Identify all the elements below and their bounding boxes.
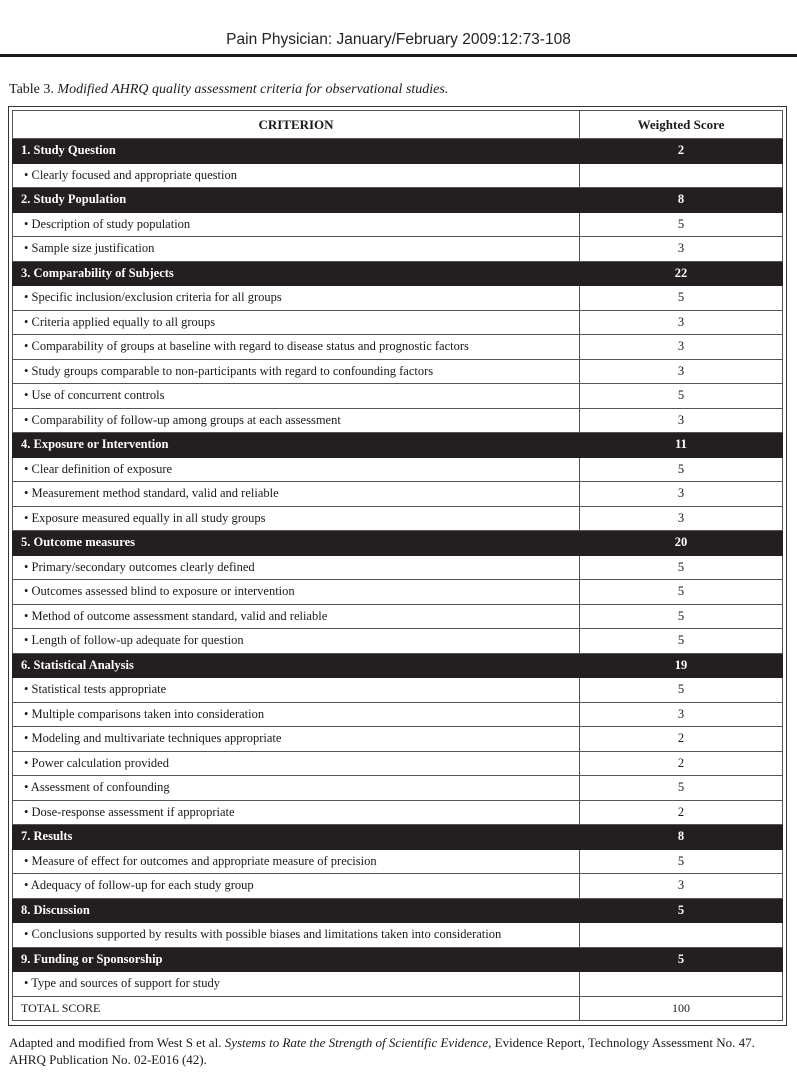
- criterion-score: 3: [580, 506, 783, 531]
- section-score: 20: [580, 531, 783, 556]
- criterion-label: • Multiple comparisons taken into consideration: [13, 702, 580, 727]
- footnote-prefix: Adapted and modified from West S et al.: [9, 1035, 225, 1050]
- section-row: [13, 139, 783, 164]
- caption-title: Modified AHRQ quality assessment criteria for observational studies.: [57, 82, 449, 97]
- section-label: 9. Funding or Sponsorship: [13, 947, 580, 972]
- criterion-label: • Type and sources of support for study: [13, 972, 580, 997]
- criterion-row: [13, 163, 783, 188]
- criterion-row: [13, 580, 783, 605]
- section-label: 3. Comparability of Subjects: [13, 261, 580, 286]
- section-row: [13, 898, 783, 923]
- criterion-score: [580, 972, 783, 997]
- criterion-label: • Specific inclusion/exclusion criteria for all groups: [13, 286, 580, 311]
- criterion-score: 5: [580, 555, 783, 580]
- criterion-score: 5: [580, 286, 783, 311]
- section-row: [13, 825, 783, 850]
- criteria-table: [12, 110, 783, 1021]
- criterion-label: • Comparability of groups at baseline with regard to disease status and prognostic factors: [13, 335, 580, 360]
- section-score: 5: [580, 947, 783, 972]
- criterion-score: 2: [580, 800, 783, 825]
- criterion-label: • Statistical tests appropriate: [13, 678, 580, 703]
- criterion-row: [13, 751, 783, 776]
- criterion-label: • Study groups comparable to non-participants with regard to confounding factors: [13, 359, 580, 384]
- section-label: 2. Study Population: [13, 188, 580, 213]
- criterion-label: • Modeling and multivariate techniques appropriate: [13, 727, 580, 752]
- criterion-row: [13, 629, 783, 654]
- criterion-score: 5: [580, 384, 783, 409]
- criterion-score: 3: [580, 874, 783, 899]
- section-row: [13, 947, 783, 972]
- total-row: [13, 996, 783, 1021]
- criterion-row: [13, 849, 783, 874]
- criterion-label: • Conclusions supported by results with possible biases and limitations taken into consideration: [13, 923, 580, 948]
- table-footnote: [9, 1034, 789, 1068]
- criterion-label: • Primary/secondary outcomes clearly defined: [13, 555, 580, 580]
- criterion-score: 3: [580, 408, 783, 433]
- section-score: 8: [580, 825, 783, 850]
- section-row: [13, 261, 783, 286]
- criterion-score: [580, 923, 783, 948]
- criterion-label: • Clear definition of exposure: [13, 457, 580, 482]
- criterion-score: 2: [580, 751, 783, 776]
- criterion-label: • Clearly focused and appropriate question: [13, 163, 580, 188]
- table-caption: [9, 82, 448, 98]
- criterion-row: [13, 702, 783, 727]
- criterion-score: 3: [580, 335, 783, 360]
- criterion-row: [13, 359, 783, 384]
- criterion-label: • Criteria applied equally to all groups: [13, 310, 580, 335]
- criterion-label: • Use of concurrent controls: [13, 384, 580, 409]
- footnote-line2: AHRQ Publication No. 02-E016 (42).: [9, 1052, 207, 1067]
- criterion-row: [13, 776, 783, 801]
- criterion-row: [13, 555, 783, 580]
- criterion-score: 5: [580, 776, 783, 801]
- criterion-score: [580, 163, 783, 188]
- criterion-row: [13, 506, 783, 531]
- criterion-score: 3: [580, 310, 783, 335]
- criterion-label: • Outcomes assessed blind to exposure or intervention: [13, 580, 580, 605]
- total-score: 100: [580, 996, 783, 1021]
- section-label: 7. Results: [13, 825, 580, 850]
- criterion-row: [13, 310, 783, 335]
- criterion-row: [13, 727, 783, 752]
- criterion-row: [13, 482, 783, 507]
- criterion-row: [13, 457, 783, 482]
- section-row: [13, 653, 783, 678]
- column-header-weighted-score: Weighted Score: [580, 111, 783, 139]
- section-label: 1. Study Question: [13, 139, 580, 164]
- section-label: 6. Statistical Analysis: [13, 653, 580, 678]
- criterion-label: • Description of study population: [13, 212, 580, 237]
- criterion-score: 3: [580, 237, 783, 262]
- criterion-score: 3: [580, 359, 783, 384]
- footnote-title: Systems to Rate the Strength of Scientific Evidence: [224, 1035, 489, 1050]
- criterion-label: • Measurement method standard, valid and reliable: [13, 482, 580, 507]
- criterion-score: 5: [580, 849, 783, 874]
- criterion-score: 3: [580, 482, 783, 507]
- total-label: TOTAL SCORE: [13, 996, 580, 1021]
- criterion-row: [13, 800, 783, 825]
- criterion-row: [13, 678, 783, 703]
- section-label: 5. Outcome measures: [13, 531, 580, 556]
- criterion-score: 2: [580, 727, 783, 752]
- section-score: 2: [580, 139, 783, 164]
- header-rule: [0, 54, 797, 57]
- criterion-label: • Measure of effect for outcomes and appropriate measure of precision: [13, 849, 580, 874]
- running-head: Pain Physician: January/February 2009:12:73-108: [226, 31, 571, 48]
- section-score: 22: [580, 261, 783, 286]
- table-header-row: [13, 111, 783, 139]
- section-score: 5: [580, 898, 783, 923]
- criterion-row: [13, 408, 783, 433]
- criterion-label: • Assessment of confounding: [13, 776, 580, 801]
- criterion-row: [13, 384, 783, 409]
- section-row: [13, 433, 783, 458]
- criterion-score: 5: [580, 212, 783, 237]
- column-header-criterion: CRITERION: [13, 111, 580, 139]
- criterion-score: 5: [580, 629, 783, 654]
- criterion-score: 5: [580, 604, 783, 629]
- criterion-label: • Power calculation provided: [13, 751, 580, 776]
- footnote-suffix: , Evidence Report, Technology Assessment No. 47.: [488, 1035, 755, 1050]
- criterion-row: [13, 335, 783, 360]
- section-row: [13, 188, 783, 213]
- criterion-label: • Method of outcome assessment standard, valid and reliable: [13, 604, 580, 629]
- criterion-row: [13, 212, 783, 237]
- section-score: 19: [580, 653, 783, 678]
- criterion-label: • Sample size justification: [13, 237, 580, 262]
- criterion-row: [13, 237, 783, 262]
- section-score: 11: [580, 433, 783, 458]
- criterion-row: [13, 604, 783, 629]
- section-score: 8: [580, 188, 783, 213]
- section-label: 4. Exposure or Intervention: [13, 433, 580, 458]
- criterion-row: [13, 923, 783, 948]
- criterion-score: 3: [580, 702, 783, 727]
- criterion-row: [13, 286, 783, 311]
- criteria-table-frame: [8, 106, 787, 1026]
- criterion-row: [13, 972, 783, 997]
- criterion-score: 5: [580, 457, 783, 482]
- criterion-row: [13, 874, 783, 899]
- criterion-label: • Length of follow-up adequate for question: [13, 629, 580, 654]
- criterion-label: • Adequacy of follow-up for each study group: [13, 874, 580, 899]
- section-label: 8. Discussion: [13, 898, 580, 923]
- criterion-score: 5: [580, 580, 783, 605]
- criterion-label: • Exposure measured equally in all study groups: [13, 506, 580, 531]
- section-row: [13, 531, 783, 556]
- criterion-label: • Comparability of follow-up among groups at each assessment: [13, 408, 580, 433]
- table-body: [13, 139, 783, 1021]
- criterion-label: • Dose-response assessment if appropriate: [13, 800, 580, 825]
- criterion-score: 5: [580, 678, 783, 703]
- caption-prefix: Table 3.: [9, 82, 58, 97]
